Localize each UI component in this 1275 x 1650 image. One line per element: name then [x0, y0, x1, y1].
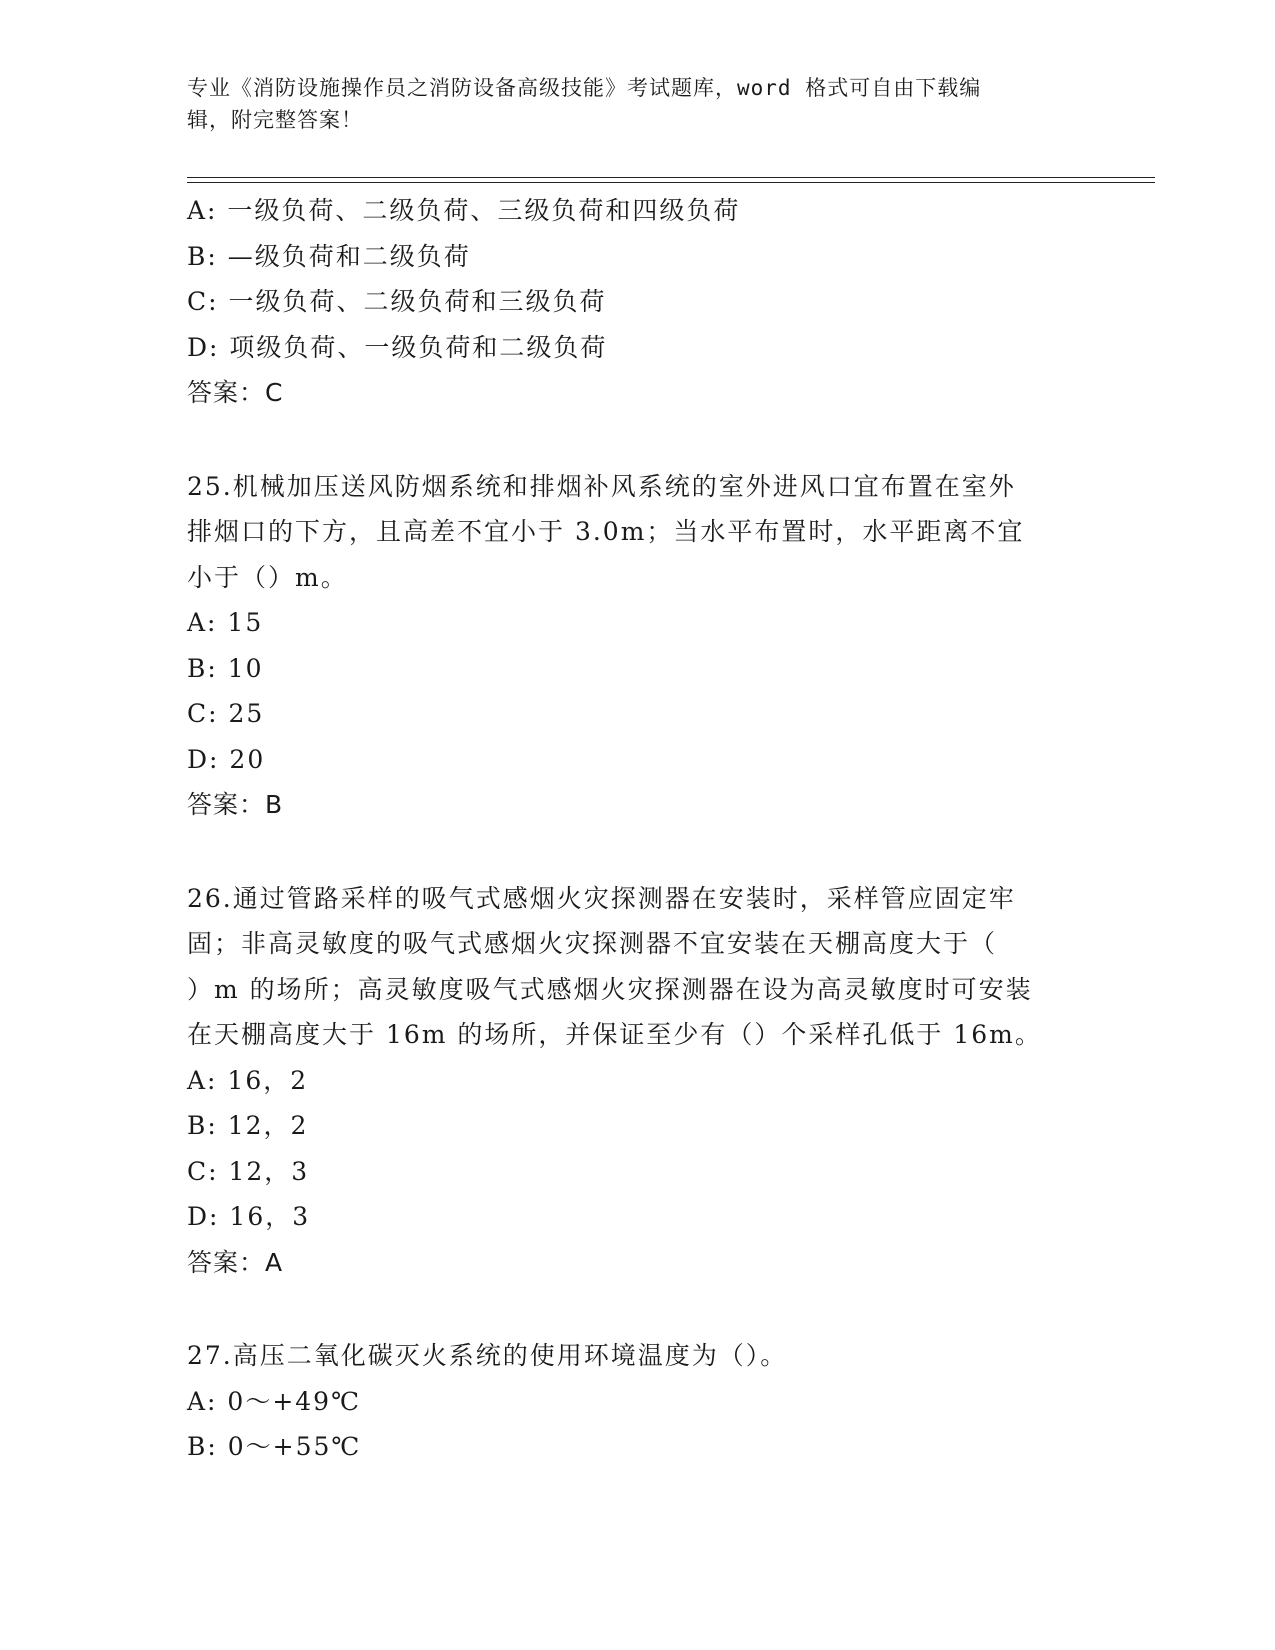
header-divider-bottom	[187, 182, 1155, 183]
question-text-line: 排烟口的下方，且高差不宜小于 3.0m；当水平布置时，水平距离不宜	[187, 517, 1025, 546]
question-text-line: 小于（）m。	[187, 562, 348, 592]
question-text-line: 25.机械加压送风防烟系统和排烟补风系统的室外进风口宜布置在室外	[187, 471, 1016, 501]
answer-option: C: 12，3	[187, 1156, 310, 1186]
answer-option: A: 15	[187, 608, 264, 637]
question-block	[187, 464, 1087, 828]
question-text-line: 27.高压二氧化碳灭火系统的使用环境温度为（）。	[187, 1341, 788, 1370]
question-text-line: 固；非高灵敏度的吸气式感烟火灾探测器不宜安装在天棚高度大于（	[187, 929, 998, 958]
answer-key: 答案：B	[187, 790, 284, 819]
header-divider-top	[187, 177, 1155, 178]
question-text-line: ）m 的场所；高灵敏度吸气式感烟火灾探测器在设为高灵敏度时可安装	[187, 974, 1033, 1004]
question-text-line: 在天棚高度大于 16m 的场所，并保证至少有（）个采样孔低于 16m。	[187, 1020, 1042, 1049]
answer-option: A: 16，2	[187, 1065, 309, 1095]
answer-option: D: 16，3	[187, 1202, 311, 1231]
question-list	[187, 188, 1087, 1470]
answer-option: D: 20	[187, 744, 266, 774]
question-block	[187, 876, 1087, 1286]
answer-option: B: 12，2	[187, 1111, 309, 1140]
question-block	[187, 188, 1087, 416]
answer-option: C: 一级负荷、二级负荷和三级负荷	[187, 287, 607, 316]
answer-key: 答案：A	[187, 1247, 284, 1277]
answer-option: B: 0～+55℃	[187, 1432, 362, 1461]
header-line-2: 辑，附完整答案！	[187, 108, 363, 132]
question-spacer	[187, 416, 1087, 464]
document-header	[187, 72, 1067, 136]
answer-option: C: 25	[187, 699, 265, 728]
answer-key: 答案：C	[187, 378, 284, 407]
header-line-1: 专业《消防设施操作员之消防设备高级技能》考试题库，word 格式可自由下载编	[187, 76, 982, 100]
question-spacer	[187, 828, 1087, 876]
question-text-line: 26.通过管路采样的吸气式感烟火灾探测器在安装时，采样管应固定牢	[187, 883, 1016, 913]
answer-option: B: —级负荷和二级负荷	[187, 241, 471, 271]
question-block	[187, 1333, 1087, 1470]
answer-option: D: 项级负荷、一级负荷和二级负荷	[187, 332, 608, 362]
answer-option: B: 10	[187, 653, 264, 683]
question-spacer	[187, 1285, 1087, 1333]
answer-option: A: 一级负荷、二级负荷、三级负荷和四级负荷	[187, 196, 741, 225]
answer-option: A: 0～+49℃	[187, 1386, 362, 1416]
